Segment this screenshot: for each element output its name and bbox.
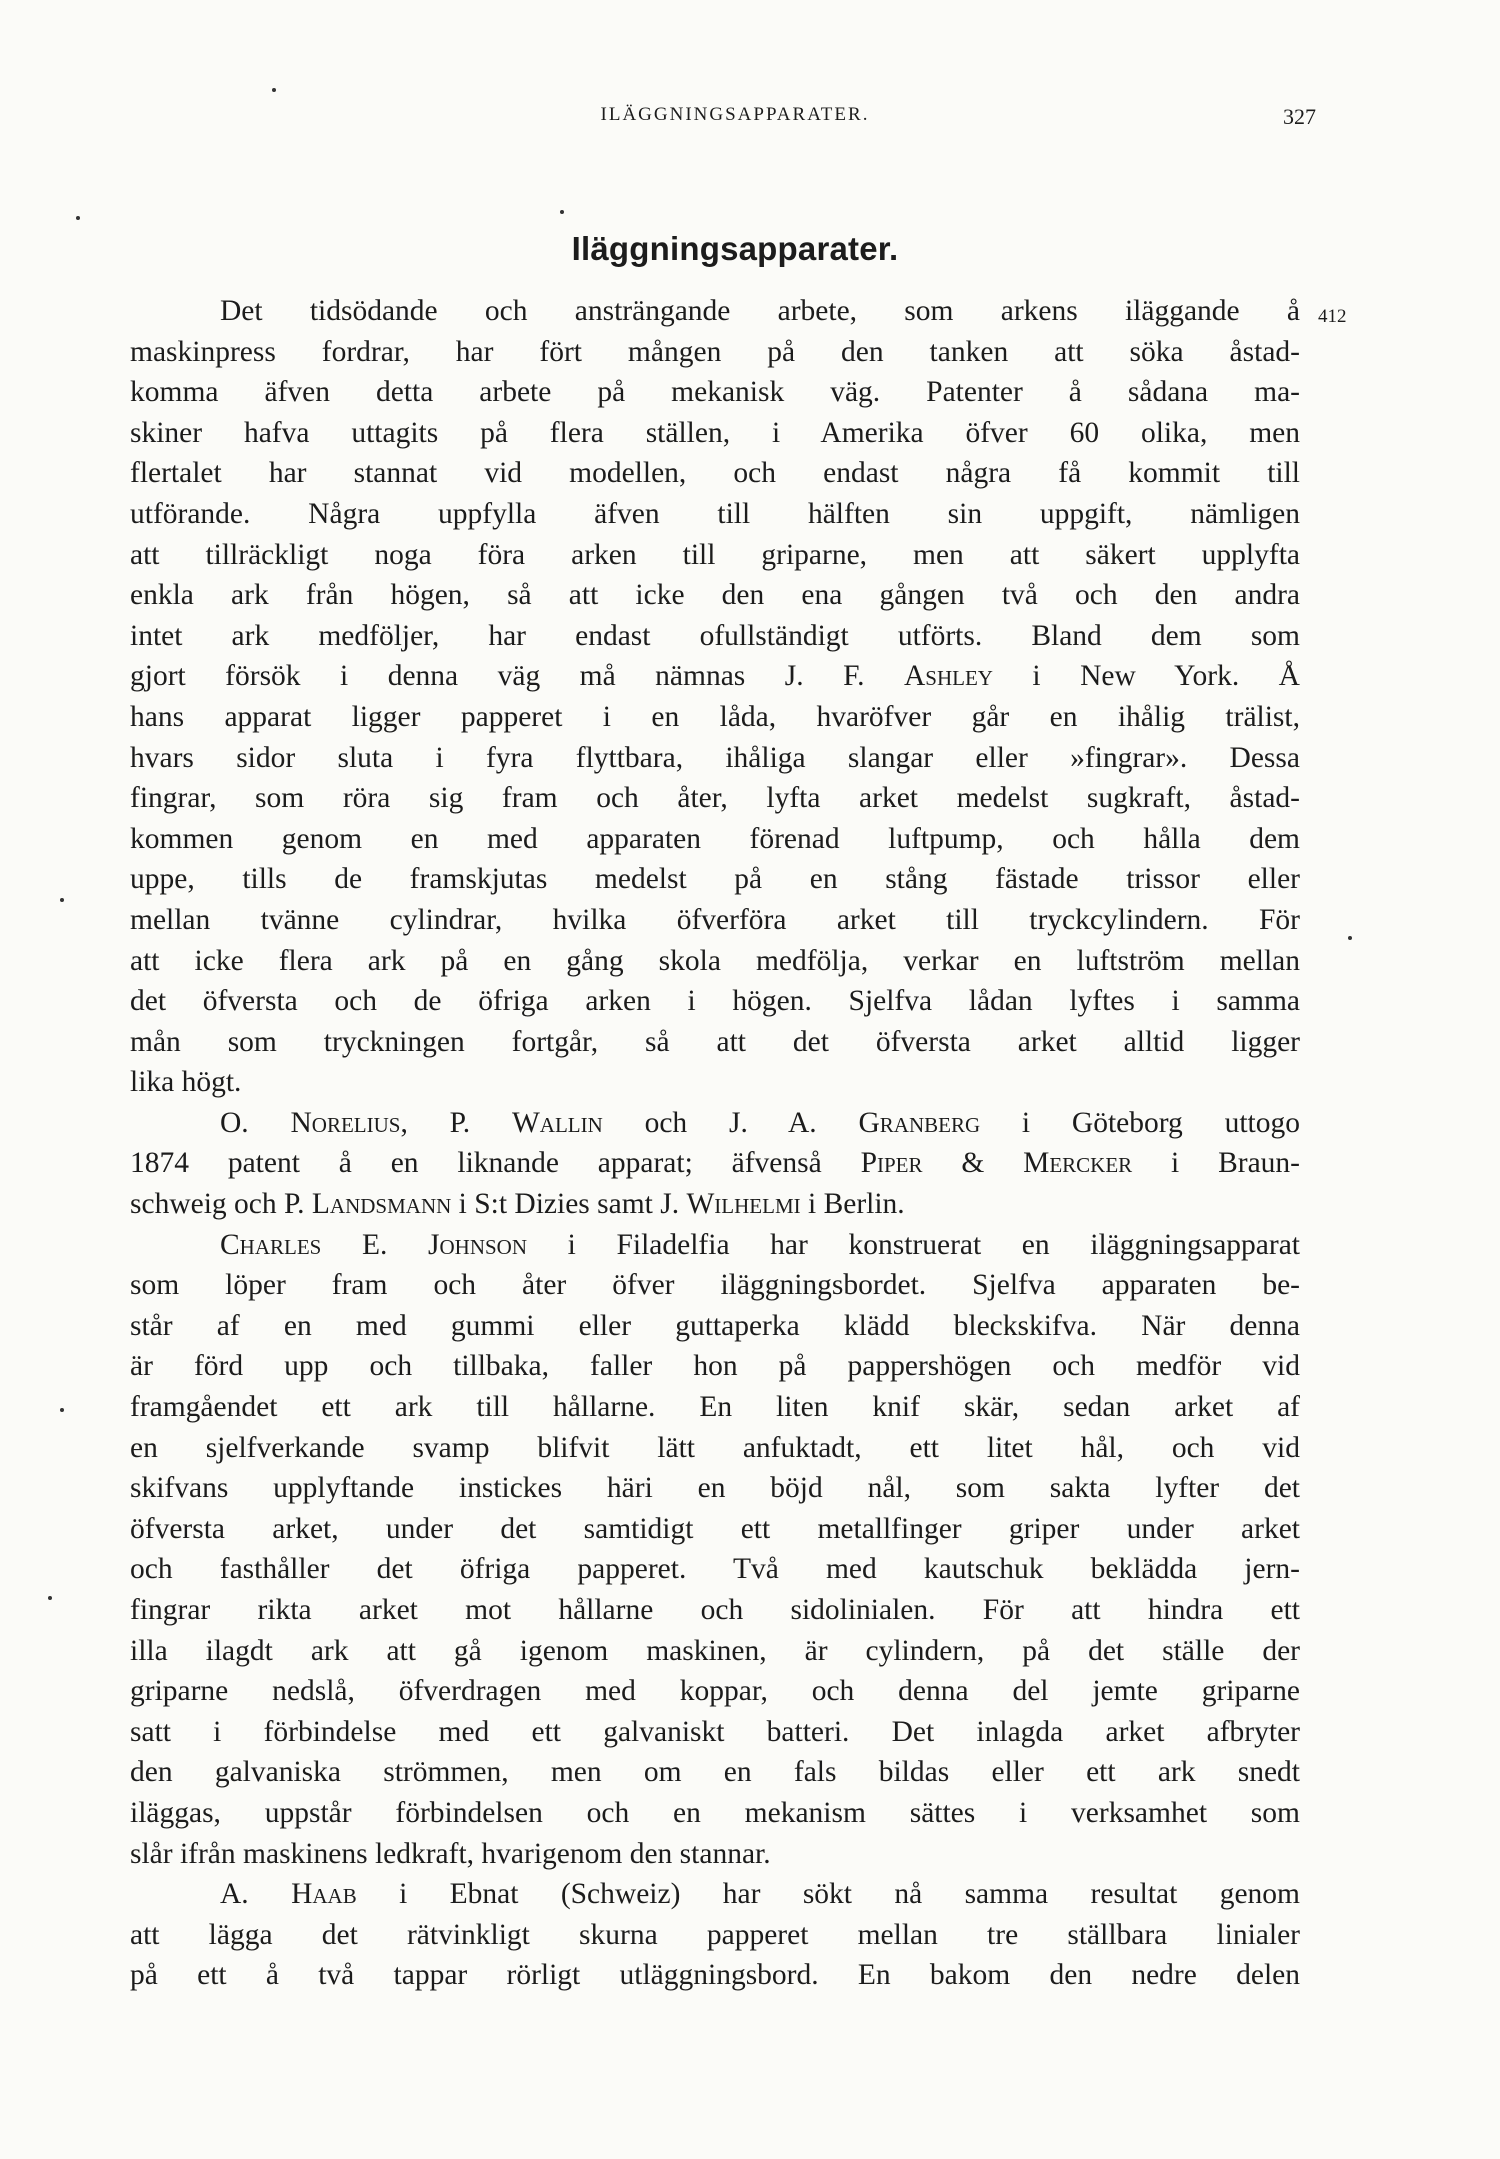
text-line: den galvaniska strömmen, men om en fals bildas eller ett ark snedt [130,1756,1300,1789]
person-name: Piper [860,1147,923,1180]
person-name: Wilhelmi [686,1188,801,1221]
text-segment: 1874 patent å en liknande apparat; äfvenså [130,1147,861,1180]
text-segment: O. [220,1106,291,1139]
text-line: flertalet har stannat vid modellen, och endast några få kommit till [130,457,1300,490]
person-name: Mercker [1023,1147,1133,1180]
person-name: Granberg [858,1106,981,1139]
text-line: lika högt. [130,1066,242,1099]
text-line: slår ifrån maskinens ledkraft, hvarigenom den stannar. [130,1837,771,1870]
text-line [130,656,1300,697]
scan-speck [60,898,64,902]
text-segment: i New York. Å [992,660,1300,693]
text-line: uppe, tills de framskjutas medelst på en stång fästade trissor eller [130,863,1300,896]
text-line [130,1184,1300,1225]
text-line: iläggas, uppstår förbindelsen och en mekanism sättes i verksamhet som [130,1796,1300,1829]
text-line: hvars sidor sluta i fyra flyttbara, ihåliga slangar eller »fingrar». Dessa [130,741,1300,774]
scan-speck [76,216,80,220]
text-line: enkla ark från högen, så att icke den ena gången två och den andra [130,579,1300,612]
scan-speck [272,88,276,92]
text-line [130,1874,1300,1915]
text-line: är förd upp och tillbaka, faller hon på pappershögen och medför vid [130,1350,1300,1383]
person-name: Norelius [290,1106,401,1139]
body-text [130,291,1300,1996]
text-line: griparne nedslå, öfverdragen med koppar, och denna del jemte griparne [130,1675,1300,1708]
text-line: Det tidsödande och ansträngande arbete, som arkens iläggande å [220,295,1300,327]
text-line: fingrar rikta arket mot hållarne och sidolinialen. För att hindra ett [130,1594,1300,1626]
person-name: Ashley [903,660,993,693]
text-segment: i Braun- [1132,1147,1300,1180]
text-line: står af en med gummi eller guttaperka klädd bleckskifva. När denna [130,1309,1300,1342]
text-line [130,1103,1300,1144]
margin-reference-number: 412 [1318,306,1347,327]
person-name: Haab [291,1878,357,1911]
person-name: Landsmann [311,1188,452,1221]
text-line: en sjelfverkande svamp blifvit lätt anfuktadt, ett litet hål, och vid [130,1431,1300,1464]
person-name: Johnson [428,1228,528,1261]
text-segment: och J. A. [602,1106,859,1139]
text-line: maskinpress fordrar, har fört mången på den tanken att söka åstad- [130,335,1300,368]
text-segment: gjort försök i denna väg må nämnas J. F. [130,660,904,693]
text-line: som löper fram och åter öfver iläggningsbordet. Sjelfva apparaten be- [130,1269,1300,1302]
page-number: 327 [1283,104,1316,129]
text-line: illa ilagdt ark att gå igenom maskinen, är cylindern, på det ställe der [130,1634,1300,1667]
text-line: och fasthåller det öfriga papperet. Två med kautschuk beklädda jern- [130,1553,1300,1586]
person-name: Wallin [511,1106,603,1139]
text-line: skiner hafva uttagits på flera ställen, i Amerika öfver 60 olika, men [130,416,1300,449]
text-line: intet ark medföljer, har endast ofullständigt utförts. Bland dem som [130,619,1300,652]
text-line: på ett å två tappar rörligt utläggningsbord. En bakom den nedre delen [130,1959,1300,1992]
text-segment: A. [220,1878,292,1911]
text-line: att lägga det rätvinkligt skurna papperet mellan tre ställbara linialer [130,1918,1300,1951]
text-line: att tillräckligt noga föra arken till griparne, men att säkert upplyfta [130,538,1300,571]
text-line: skifvans upplyftande instickes häri en böjd nål, som sakta lyfter det [130,1472,1300,1505]
text-segment: i Filadelfia har konstruerat en iläggningsapparat [527,1228,1300,1261]
text-segment: i S:t Dizies samt J. [451,1188,687,1221]
text-line: komma äfven detta arbete på mekanisk väg. Patenter å sådana ma- [130,376,1300,409]
text-line: hans apparat ligger papperet i en låda, hvaröfver går en ihålig trälist, [130,700,1300,733]
running-head [130,104,1340,144]
text-line: fingrar, som röra sig fram och åter, lyfta arket medelst sugkraft, åstad- [130,782,1300,815]
text-line: öfversta arket, under det samtidigt ett metallfinger griper under arket [130,1512,1300,1545]
text-segment: E. [321,1228,429,1261]
text-segment: schweig och P. [130,1188,312,1221]
scan-speck [560,210,564,214]
section-title: Iläggningsapparater. [571,230,899,267]
text-line [130,1143,1300,1184]
text-segment: i Ebnat (Schweiz) har sökt nå samma resultat genom [356,1878,1300,1911]
text-line: att icke flera ark på en gång skola medfölja, verkar en luftström mellan [130,944,1300,977]
text-segment: i Göteborg uttogo [980,1106,1300,1139]
text-segment: i Berlin. [800,1188,905,1221]
person-name: Charles [220,1228,322,1261]
scan-speck [1348,936,1352,940]
text-line: utförande. Några uppfylla äfven till hälften sin uppgift, nämligen [130,497,1300,530]
scan-speck [48,1596,52,1600]
text-line: mån som tryckningen fortgår, så att det öfversta arket alltid ligger [130,1025,1300,1058]
text-segment: , P. [400,1106,512,1139]
running-title: ILÄGGNINGSAPPARATER. [600,104,870,125]
text-line: mellan tvänne cylindrar, hvilka öfverföra arket till tryckcylindern. För [130,903,1300,936]
text-line: satt i förbindelse med ett galvaniskt batteri. Det inlagda arket afbryter [130,1715,1300,1748]
text-line [130,1225,1300,1266]
text-segment: & [922,1147,1024,1180]
text-line: framgåendet ett ark till hållarne. En liten knif skär, sedan arket af [130,1391,1300,1424]
text-line: det öfversta och de öfriga arken i högen. Sjelfva lådan lyftes i samma [130,985,1300,1018]
text-line: kommen genom en med apparaten förenad luftpump, och hålla dem [130,822,1300,855]
scan-speck [60,1408,64,1412]
